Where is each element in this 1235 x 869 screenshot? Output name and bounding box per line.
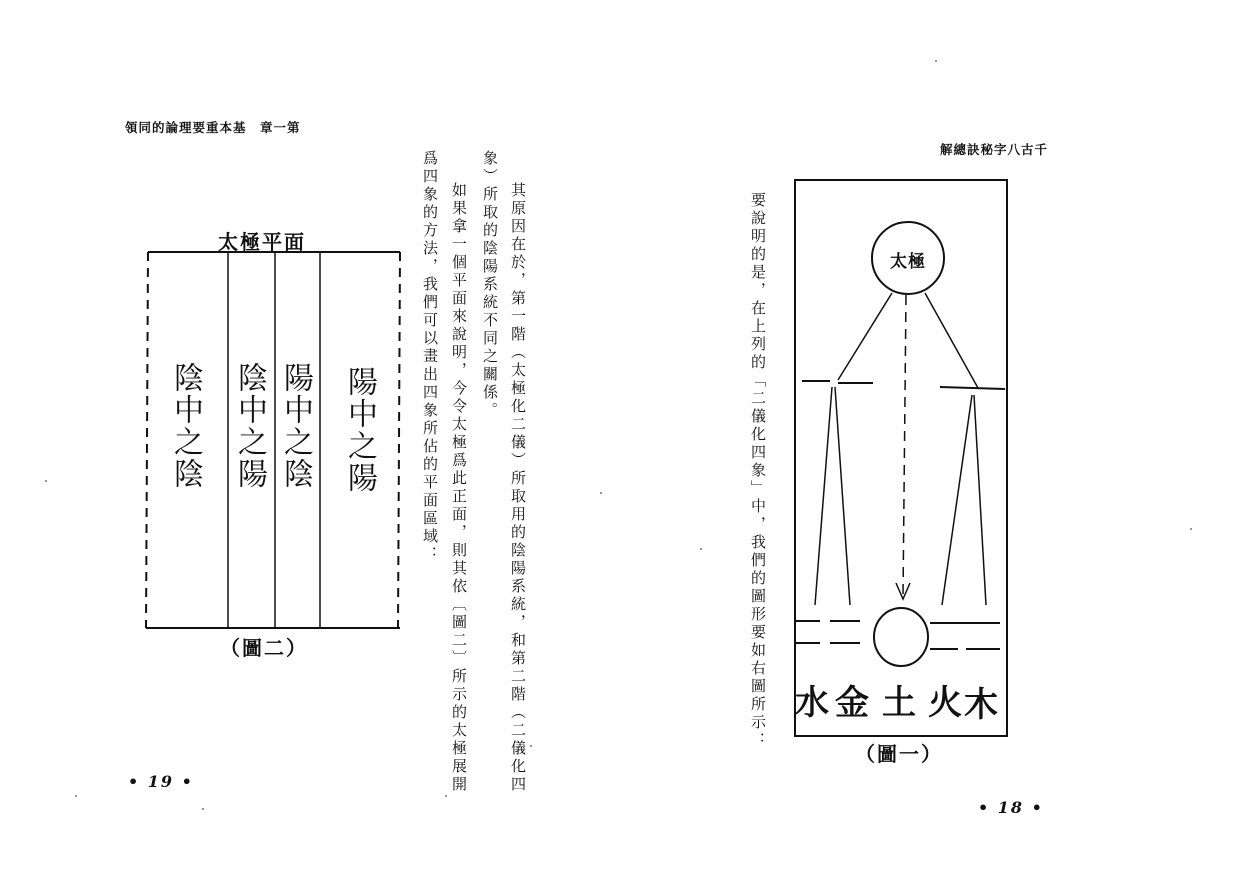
figure-caption: （圖二） [220, 636, 308, 660]
taiji-label: 太極 [890, 252, 926, 272]
element-water: 水 [795, 683, 829, 723]
figure-title: 太極平面 [218, 230, 306, 254]
right-page-number: • 18 • [978, 798, 1044, 817]
left-text-column-2: 象）所取的陰陽系統不同之關係。 [481, 150, 499, 420]
scan-speck [700, 548, 702, 550]
scan-speck [530, 745, 532, 747]
right-page-header: 千古八字秘訣總解 [940, 142, 1049, 157]
quadrant-yin-in-yin: 陰中之陰 [168, 362, 203, 490]
left-text-column-1: 其原因在於，第一階（太極化二儀）所取用的陰陽系統，和第二階（二儀化四 [509, 182, 527, 794]
quadrant-yang-in-yang: 陽中之陽 [342, 366, 377, 494]
quadrant-yang-in-yin: 陰中之陽 [232, 362, 267, 490]
left-text-column-3: 如果拿一個平面來說明，今令太極爲此正面，則其依〔圖二〕所示的太極展開 [450, 182, 468, 794]
element-fire: 火 [928, 683, 962, 723]
figure-caption: （圖一） [855, 742, 943, 766]
element-earth: 土 [882, 683, 916, 723]
scan-speck [75, 795, 77, 797]
figure-taiji-plane [130, 220, 420, 660]
quadrant-yin-in-yang: 陽中之陰 [278, 362, 313, 490]
scan-speck [445, 795, 447, 797]
left-page-number: • 19 • [128, 772, 194, 791]
left-page-header: 第一章 基本重要理論的同領 [125, 120, 301, 135]
scan-speck [202, 808, 204, 810]
scan-speck [1190, 528, 1192, 530]
left-text-column-4: 爲四象的方法，我們可以畫出四象所佔的平面區域： [421, 150, 439, 564]
scan-speck [45, 480, 47, 482]
scan-speck [935, 60, 937, 62]
element-wood: 木 [964, 685, 998, 725]
element-metal: 金 [835, 683, 869, 723]
figure-taiji-diagram [780, 175, 1020, 775]
scan-speck [600, 492, 602, 494]
right-text-column-1: 要說明的是，在上列的「二儀化四象」中，我們的圖形要如右圖所示： [749, 192, 767, 750]
